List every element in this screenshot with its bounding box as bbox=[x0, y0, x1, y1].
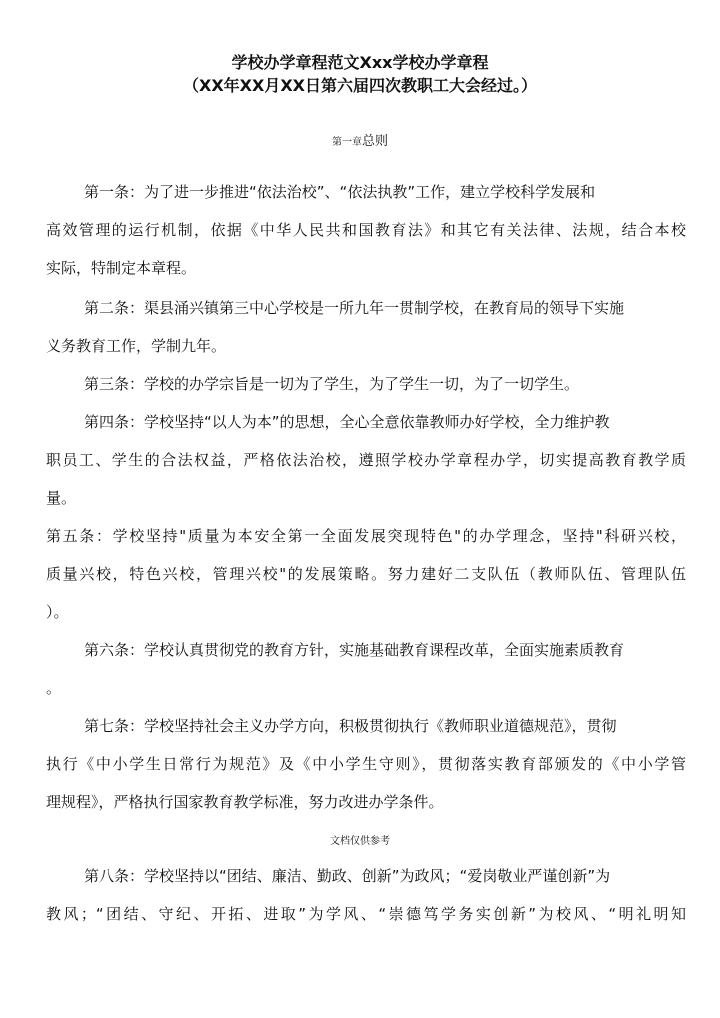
paragraph-line: 质量兴校，特色兴校，管理兴校"的发展策略。努力建好二支队伍（教师队伍、管理队伍 bbox=[46, 565, 686, 583]
paragraph-line: 。 bbox=[46, 679, 62, 697]
paragraph-line: 第一条：为了进一步推进“依法治校”、“依法执教”工作，建立学校科学发展和 bbox=[84, 183, 596, 201]
paragraph-line: 第四条：学校坚持“以人为本”的思想，全心全意依靠教师办好学校，全力维护教 bbox=[84, 413, 610, 431]
paragraph-line: 第七条：学校坚持社会主义办学方向，积极贯彻执行《教师职业道德规范》，贯彻 bbox=[84, 717, 617, 735]
paragraph-line: 教风；“团结、守纪、开拓、进取”为学风、“崇德笃学务实创新”为校风、“明礼明知 bbox=[46, 905, 686, 923]
document-subtitle: （XX年XX月XX日第六届四次教职工大会经过。） bbox=[182, 76, 538, 95]
paragraph-line: 第六条：学校认真贯彻党的教育方针，实施基础教育课程改革，全面实施素质教育 bbox=[84, 641, 625, 659]
paragraph-line: 理规程》，严格执行国家教育教学标准，努力改进办学条件。 bbox=[46, 793, 444, 811]
chapter-title: 总则 bbox=[361, 134, 388, 149]
document-title: 学校办学章程范文Xxx学校办学章程 bbox=[231, 53, 489, 72]
paragraph-line: 第八条：学校坚持以“团结、廉洁、勤政、创新”为政风；“爱岗敬业严谨创新”为 bbox=[84, 867, 611, 885]
paragraph-line: 义务教育工作，学制九年。 bbox=[46, 337, 227, 355]
paragraph-line: 第三条：学校的办学宗旨是一切为了学生，为了学生一切，为了一切学生。 bbox=[84, 375, 580, 393]
chapter-heading bbox=[0, 130, 720, 149]
paragraph-line: 第二条：渠县涌兴镇第三中心学校是一所九年一贯制学校，在教育局的领导下实施 bbox=[84, 299, 625, 317]
chapter-prefix: 第一章 bbox=[331, 137, 362, 148]
paragraph-line: 量。 bbox=[46, 489, 77, 507]
footer-note: 文档仅供参考 bbox=[330, 836, 390, 847]
paragraph-line: 高效管理的运行机制，依据《中华人民共和国教育法》和其它有关法律、法规，结合本校 bbox=[46, 221, 686, 239]
paragraph-line: 执行《中小学生日常行为规范》及《中小学生守则》，贯彻落实教育部颁发的《中小学管 bbox=[46, 755, 686, 773]
paragraph-line: 实际，特制定本章程。 bbox=[46, 259, 197, 277]
paragraph-line: 职员工、学生的合法权益，严格依法治校，遵照学校办学章程办学，切实提高教育教学质 bbox=[46, 451, 686, 469]
paragraph-line: ）。 bbox=[46, 603, 69, 621]
paragraph-line: 第五条：学校坚持"质量为本安全第一全面发展突现特色"的办学理念，坚持"科研兴校， bbox=[46, 527, 686, 545]
